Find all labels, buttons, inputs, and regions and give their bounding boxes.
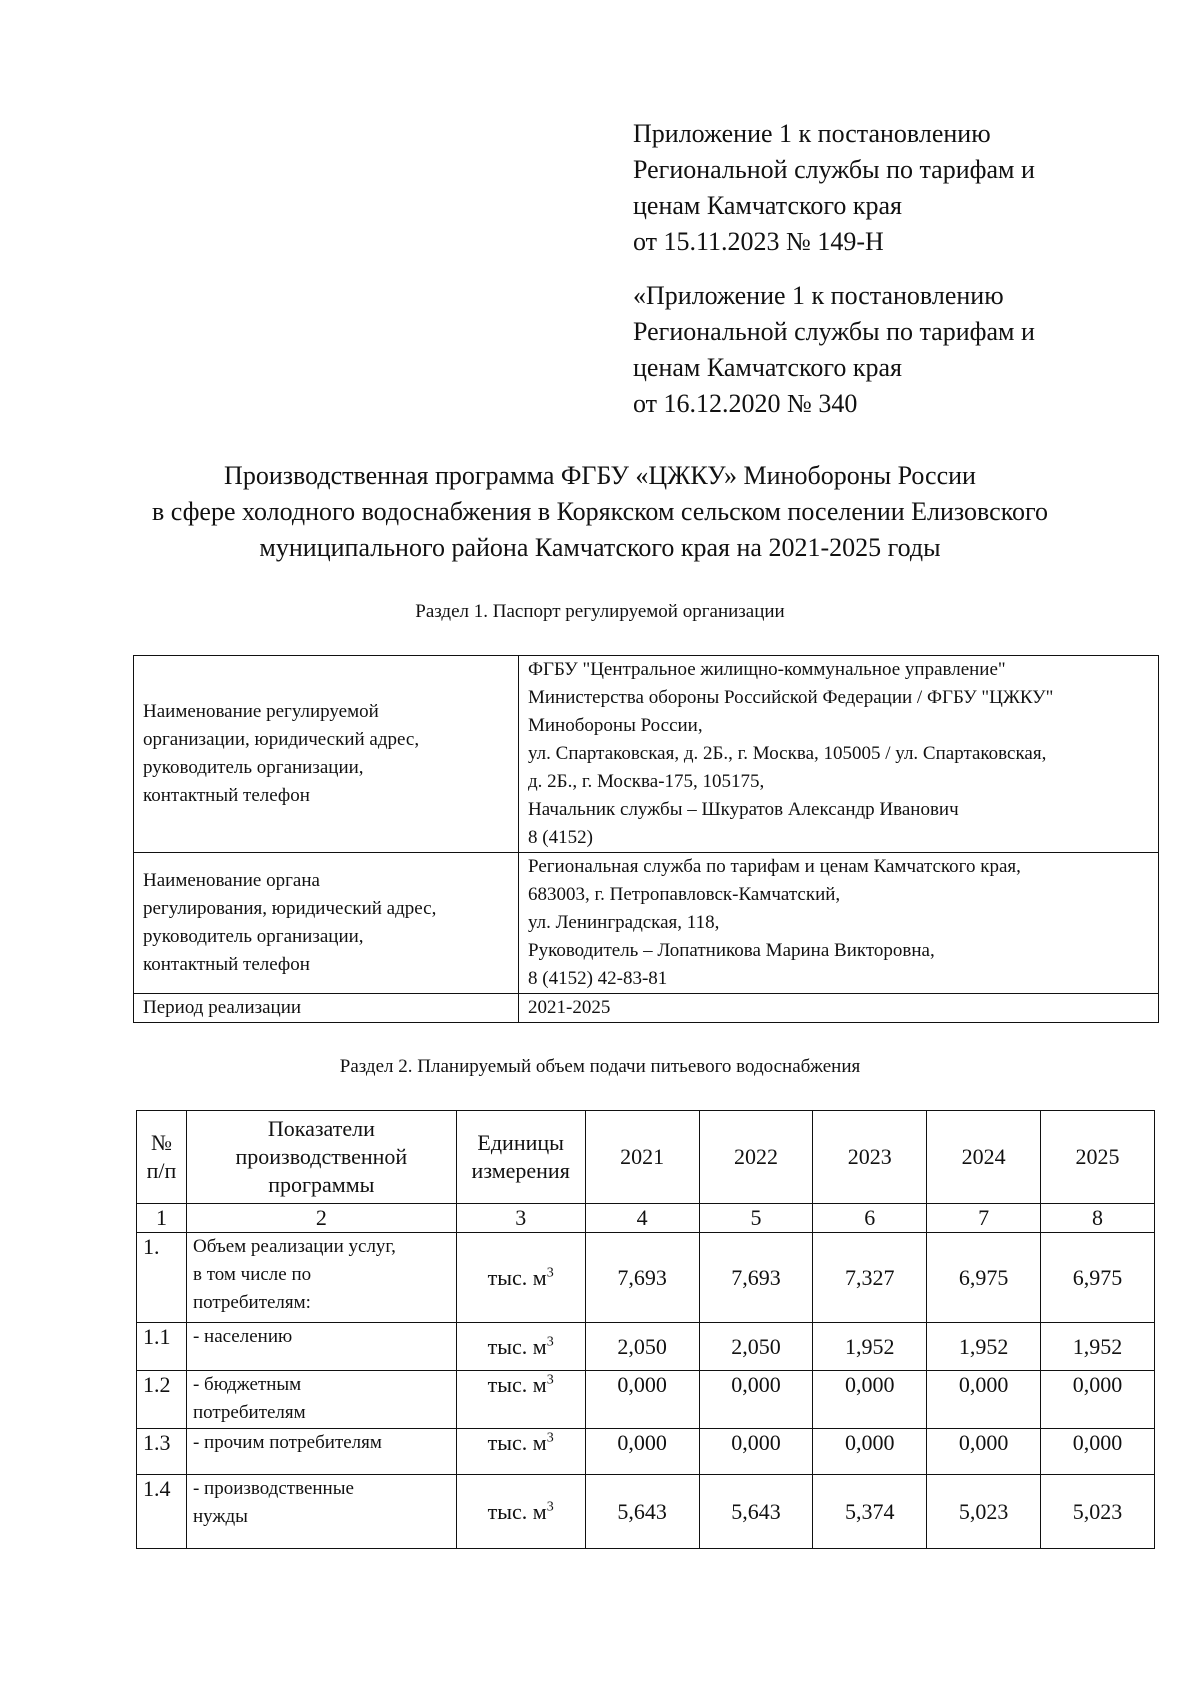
annex-line: ценам Камчатского края xyxy=(633,191,902,220)
passport-value: 2021-2025 xyxy=(519,994,1159,1023)
annex-line: Приложение 1 к постановлению xyxy=(633,119,991,148)
row-value: 7,693 xyxy=(585,1233,699,1323)
row-num: 1.3 xyxy=(137,1429,187,1475)
row-value: 7,693 xyxy=(699,1233,813,1323)
row-value: 5,374 xyxy=(813,1475,927,1549)
row-value: 0,000 xyxy=(813,1371,927,1429)
table-row xyxy=(137,1323,1155,1371)
passport-row-regulator xyxy=(134,853,1159,994)
row-value: 1,952 xyxy=(927,1323,1041,1371)
header-unit: Единицы измерения xyxy=(456,1111,585,1204)
passport-table xyxy=(133,655,1159,1023)
column-number: 6 xyxy=(813,1204,927,1233)
annex-date-line: от 16.12.2020 № 340 xyxy=(633,389,858,418)
passport-label: Наименование регулируемой организации, юридический адрес, руководитель организации, контактный телефон xyxy=(134,656,519,853)
passport-label: Наименование органа регулирования, юридический адрес, руководитель организации, контактный телефон xyxy=(134,853,519,994)
annex-line: Региональной службы по тарифам и xyxy=(633,317,1035,346)
row-value: 0,000 xyxy=(927,1429,1041,1475)
row-value: 2,050 xyxy=(699,1323,813,1371)
table-row xyxy=(137,1429,1155,1475)
row-num: 1.4 xyxy=(137,1475,187,1549)
column-number: 5 xyxy=(699,1204,813,1233)
passport-row-organization xyxy=(134,656,1159,853)
table-row xyxy=(137,1371,1155,1429)
row-num: 1.2 xyxy=(137,1371,187,1429)
header-num: № п/п xyxy=(137,1111,187,1204)
row-value: 5,023 xyxy=(1041,1475,1155,1549)
row-indicator: - прочим потребителям xyxy=(186,1429,456,1475)
section2-heading: Раздел 2. Планируемый объем подачи питьевого водоснабжения xyxy=(339,1056,861,1077)
row-value: 0,000 xyxy=(585,1429,699,1475)
title-line: в сфере холодного водоснабжения в Корякском сельском поселении Елизовского xyxy=(151,497,1049,526)
passport-row-period xyxy=(134,994,1159,1023)
row-value: 5,643 xyxy=(699,1475,813,1549)
column-number: 3 xyxy=(456,1204,585,1233)
column-number: 8 xyxy=(1041,1204,1155,1233)
row-unit: тыс. $м^3$ xyxy=(456,1371,585,1429)
header-year: 2021 xyxy=(585,1111,699,1204)
row-value: 0,000 xyxy=(813,1429,927,1475)
row-value: 0,000 xyxy=(585,1371,699,1429)
header-year: 2022 xyxy=(699,1111,813,1204)
row-value: 5,643 xyxy=(585,1475,699,1549)
row-value: 1,952 xyxy=(1041,1323,1155,1371)
annex-original-header xyxy=(633,278,1035,422)
row-value: 5,023 xyxy=(927,1475,1041,1549)
annex-date-line: от 15.11.2023 № 149-Н xyxy=(633,227,884,256)
table-header-row xyxy=(137,1111,1155,1204)
row-value: 6,975 xyxy=(927,1233,1041,1323)
row-value: 0,000 xyxy=(699,1371,813,1429)
row-indicator: - населению xyxy=(186,1323,456,1371)
column-number: 7 xyxy=(927,1204,1041,1233)
passport-label: Период реализации xyxy=(134,994,519,1023)
title-line: Производственная программа ФГБУ «ЦЖКУ» Минобороны России xyxy=(224,461,976,490)
column-number: 2 xyxy=(186,1204,456,1233)
row-num: 1.1 xyxy=(137,1323,187,1371)
passport-value: Региональная служба по тарифам и ценам Камчатского края, 683003, г. Петропавловск-Камчатский, ул. Ленинградская, 118, Руководитель – Лопатникова Марина Викторовна, 8 (4152) 42-83-81 xyxy=(519,853,1159,994)
row-indicator: Объем реализации услуг, в том числе по потребителям: xyxy=(186,1233,456,1323)
row-indicator: - производственные нужды xyxy=(186,1475,456,1549)
column-number: 1 xyxy=(137,1204,187,1233)
volume-table xyxy=(136,1110,1155,1549)
row-value: 0,000 xyxy=(1041,1429,1155,1475)
annex-line: Региональной службы по тарифам и xyxy=(633,155,1035,184)
annex-line: ценам Камчатского края xyxy=(633,353,902,382)
title-line: муниципального района Камчатского края на 2021-2025 годы xyxy=(259,533,941,562)
row-value: 0,000 xyxy=(699,1429,813,1475)
document-title xyxy=(100,458,1100,566)
column-number: 4 xyxy=(585,1204,699,1233)
row-unit: тыс. $м^3$ xyxy=(456,1475,585,1549)
row-value: 0,000 xyxy=(927,1371,1041,1429)
annex-current-header xyxy=(633,116,1035,260)
row-unit: тыс. $м^3$ xyxy=(456,1323,585,1371)
row-value: 2,050 xyxy=(585,1323,699,1371)
header-year: 2024 xyxy=(927,1111,1041,1204)
header-year: 2025 xyxy=(1041,1111,1155,1204)
row-unit: тыс. $м^3$ xyxy=(456,1233,585,1323)
row-num: 1. xyxy=(137,1233,187,1323)
row-value: 1,952 xyxy=(813,1323,927,1371)
row-indicator: - бюджетным потребителям xyxy=(186,1371,456,1429)
header-year: 2023 xyxy=(813,1111,927,1204)
table-row xyxy=(137,1475,1155,1549)
passport-value: ФГБУ "Центральное жилищно-коммунальное управление" Министерства обороны Российской Федерации / ФГБУ "ЦЖКУ" Минобороны России, ул. Спартаковская, д. 2Б., г. Москва, 105005 / ул. Спартаковская, д. 2Б., г. Москва-175, 105175, Начальник службы – Шкуратов Александр Иванович 8 (4152) xyxy=(519,656,1159,853)
column-number-row xyxy=(137,1204,1155,1233)
annex-line: «Приложение 1 к постановлению xyxy=(633,281,1004,310)
header-indicator: Показатели производственной программы xyxy=(186,1111,456,1204)
section1-heading: Раздел 1. Паспорт регулируемой организации xyxy=(415,601,785,622)
table-row xyxy=(137,1233,1155,1323)
row-value: 6,975 xyxy=(1041,1233,1155,1323)
row-value: 0,000 xyxy=(1041,1371,1155,1429)
row-value: 7,327 xyxy=(813,1233,927,1323)
row-unit: тыс. $м^3$ xyxy=(456,1429,585,1475)
